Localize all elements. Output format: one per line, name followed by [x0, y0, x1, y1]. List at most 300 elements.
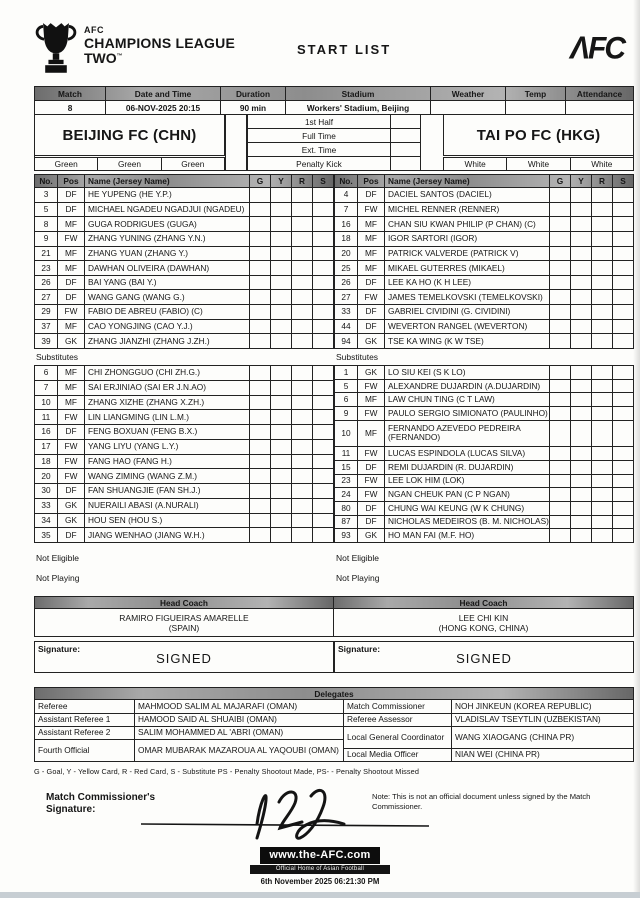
col-yellow: Y — [270, 175, 291, 187]
player-position: MF — [357, 393, 384, 406]
player-row — [35, 439, 333, 454]
player-position: DF — [57, 484, 84, 498]
yellow-card-cell — [570, 380, 591, 393]
yellow-card-cell — [570, 261, 591, 275]
player-name: CAO YONGJING (CAO Y.J.) — [84, 320, 249, 334]
player-number: 4 — [343, 189, 349, 200]
goal-cell — [549, 188, 570, 202]
yellow-card-cell — [270, 320, 291, 334]
home-players-header — [34, 174, 334, 188]
red-card-cell — [591, 203, 612, 217]
goal-cell — [249, 396, 270, 410]
goal-cell — [549, 447, 570, 460]
match-periods-table — [247, 115, 421, 170]
away-head-coach — [334, 609, 634, 637]
col-header-stadium: Stadium — [285, 87, 430, 100]
player-name: FENG BOXUAN (FENG B.X.) — [84, 425, 249, 439]
player-position: FW — [57, 469, 84, 483]
red-card-cell — [291, 484, 312, 498]
delegate-role: Referee — [35, 700, 135, 713]
competition-logo — [34, 22, 235, 76]
away-starters-table — [334, 188, 634, 349]
goal-cell — [249, 514, 270, 528]
player-position: DF — [357, 502, 384, 515]
red-card-cell — [291, 366, 312, 380]
delegate-row — [35, 713, 343, 726]
player-number: 37 — [41, 321, 51, 332]
player-number: 27 — [341, 291, 351, 302]
yellow-card-cell — [270, 499, 291, 513]
substitute-cell — [312, 499, 333, 513]
away-color-shirt: White — [443, 157, 507, 171]
player-number: 5 — [43, 203, 49, 214]
player-row — [35, 527, 333, 542]
player-row — [335, 406, 633, 420]
player-number: 7 — [343, 203, 349, 214]
player-name: FAN SHUANGJIE (FAN SH.J.) — [84, 484, 249, 498]
red-card-cell — [291, 203, 312, 217]
player-name: FANG HAO (FANG H.) — [84, 455, 249, 469]
player-number: 87 — [341, 516, 351, 527]
player-row — [35, 231, 333, 246]
home-color-shorts: Green — [98, 157, 161, 171]
player-name: CHUNG WAI KEUNG (W K CHUNG) — [384, 502, 549, 515]
period-label: Full Time — [302, 130, 336, 141]
goal-cell — [549, 217, 570, 231]
home-substitutes-table — [34, 365, 334, 543]
player-position: MF — [357, 232, 384, 246]
red-card-cell — [291, 528, 312, 542]
player-row — [335, 528, 633, 542]
period-score-cell — [390, 115, 420, 128]
player-name: CHAN SIU KWAN PHILIP (P CHAN) (C) — [384, 217, 549, 231]
player-position: FW — [357, 290, 384, 304]
player-name: LEE KA HO (K H LEE) — [384, 276, 549, 290]
substitute-cell — [312, 232, 333, 246]
substitute-cell — [312, 366, 333, 380]
player-name: FABIO DE ABREU (FABIO) (C) — [84, 305, 249, 319]
player-name: NUERAILI ABASI (A.NURALI) — [84, 499, 249, 513]
delegate-name: OMAR MUBARAK MAZAROUA AL YAQOUBI (OMAN) — [138, 744, 339, 755]
player-name: WANG GANG (WANG G.) — [84, 290, 249, 304]
player-position: MF — [57, 381, 84, 395]
player-row — [335, 216, 633, 231]
player-number: 29 — [41, 306, 51, 317]
player-position: FW — [357, 407, 384, 420]
col-header-attendance: Attendance — [565, 87, 633, 100]
player-position: GK — [357, 529, 384, 542]
player-row — [35, 454, 333, 469]
player-number: 11 — [41, 411, 51, 422]
red-card-cell — [591, 393, 612, 406]
substitute-cell — [612, 502, 633, 515]
player-name: LUCAS ESPINDOLA (LUCAS SILVA) — [384, 447, 549, 460]
player-name: ZHANG XIZHE (ZHANG X.ZH.) — [84, 396, 249, 410]
player-number: 8 — [43, 218, 49, 229]
player-row — [335, 289, 633, 304]
goal-cell — [249, 528, 270, 542]
col-header-date-time: Date and Time — [105, 87, 220, 100]
home-coach-name: RAMIRO FIGUEIRAS AMARELLE — [119, 612, 249, 623]
red-card-cell — [291, 455, 312, 469]
player-position: FW — [57, 410, 84, 424]
goal-cell — [249, 469, 270, 483]
goal-cell — [549, 334, 570, 348]
yellow-card-cell — [270, 217, 291, 231]
home-coach-country: (SPAIN) — [168, 622, 200, 633]
period-label: Ext. Time — [301, 144, 337, 155]
player-number: 25 — [341, 262, 351, 273]
delegate-row — [35, 739, 343, 761]
yellow-card-cell — [270, 455, 291, 469]
player-row — [335, 420, 633, 446]
legend-text: G - Goal, Y - Yellow Card, R - Red Card, S - Substitute PS - Penalty Shootout Made, PS- - Penalty Shootout Missed — [34, 767, 419, 776]
red-card-cell — [291, 396, 312, 410]
player-position: FW — [57, 455, 84, 469]
yellow-card-cell — [570, 447, 591, 460]
away-players-column — [334, 174, 634, 583]
player-name: HO MAN FAI (M.F. HO) — [384, 529, 549, 542]
player-number: 80 — [341, 502, 351, 513]
player-number: 20 — [341, 247, 351, 258]
goal-cell — [549, 290, 570, 304]
red-card-cell — [291, 440, 312, 454]
substitute-cell — [312, 188, 333, 202]
player-position: FW — [357, 380, 384, 393]
player-row — [35, 188, 333, 202]
player-name: JIANG WENHAO (JIANG W.H.) — [84, 528, 249, 542]
period-score-cell — [390, 129, 420, 142]
substitute-cell — [312, 247, 333, 261]
player-number: 17 — [41, 441, 51, 452]
delegates-table-right — [344, 700, 634, 762]
red-card-cell — [591, 247, 612, 261]
home-head-coach-header: Head Coach — [34, 596, 334, 609]
player-row — [335, 487, 633, 501]
yellow-card-cell — [270, 247, 291, 261]
substitute-cell — [612, 217, 633, 231]
player-row — [35, 483, 333, 498]
col-header-duration: Duration — [220, 87, 285, 100]
print-timestamp: 6th November 2025 06:21:30 PM — [260, 877, 380, 886]
yellow-card-cell — [270, 396, 291, 410]
player-row — [335, 515, 633, 529]
red-card-cell — [591, 320, 612, 334]
goal-cell — [549, 366, 570, 379]
player-number: 20 — [41, 470, 51, 481]
substitute-cell — [312, 425, 333, 439]
substitute-cell — [612, 261, 633, 275]
player-name: SAI ERJINIAO (SAI ER J.N.AO) — [84, 381, 249, 395]
player-number: 30 — [41, 485, 51, 496]
player-row — [35, 275, 333, 290]
trophy-icon — [34, 22, 78, 76]
player-name: GABRIEL CIVIDINI (G. CIVIDINI) — [384, 305, 549, 319]
col-header-weather: Weather — [430, 87, 505, 100]
away-substitutes-label: Substitutes — [336, 352, 379, 362]
delegate-name: MAHMOOD SALIM AL MAJARAFI (OMAN) — [138, 700, 298, 711]
substitute-cell — [312, 203, 333, 217]
away-head-coach-header: Head Coach — [334, 596, 634, 609]
match-info-header-row — [35, 87, 633, 100]
player-name: PATRICK VALVERDE (PATRICK V) — [384, 247, 549, 261]
col-yellow: Y — [570, 175, 591, 187]
player-number: 44 — [341, 321, 351, 332]
player-row — [335, 202, 633, 217]
goal-cell — [549, 203, 570, 217]
yellow-card-cell — [270, 203, 291, 217]
delegate-role: Assistant Referee 1 — [35, 714, 135, 726]
player-name: MICHEL RENNER (RENNER) — [384, 203, 549, 217]
delegates-table-left — [34, 700, 344, 762]
col-no: No. — [339, 175, 353, 186]
player-row — [35, 468, 333, 483]
substitute-cell — [312, 514, 333, 528]
delegate-row — [344, 726, 633, 748]
red-card-cell — [591, 475, 612, 488]
substitute-cell — [612, 529, 633, 542]
away-team-panel — [443, 115, 633, 170]
player-row — [335, 392, 633, 406]
yellow-card-cell — [270, 425, 291, 439]
player-position: MF — [57, 217, 84, 231]
player-number: 10 — [41, 396, 51, 407]
delegate-name: WANG XIAOGANG (CHINA PR) — [455, 731, 575, 742]
red-card-cell — [591, 488, 612, 501]
player-position: DF — [357, 188, 384, 202]
red-card-cell — [291, 381, 312, 395]
yellow-card-cell — [570, 393, 591, 406]
player-row — [35, 304, 333, 319]
yellow-card-cell — [570, 320, 591, 334]
substitute-cell — [312, 290, 333, 304]
substitute-cell — [612, 475, 633, 488]
substitute-cell — [312, 381, 333, 395]
competition-name-two: TWO™ — [84, 50, 123, 66]
red-card-cell — [291, 261, 312, 275]
player-name: LEE LOK HIM (LOK) — [384, 475, 549, 488]
yellow-card-cell — [270, 484, 291, 498]
signatures-section — [34, 641, 634, 673]
substitute-cell — [612, 188, 633, 202]
player-row — [335, 379, 633, 393]
teams-panel — [34, 115, 634, 171]
yellow-card-cell — [570, 529, 591, 542]
substitute-cell — [612, 320, 633, 334]
red-card-cell — [291, 514, 312, 528]
col-pos: Pos — [357, 175, 384, 187]
yellow-card-cell — [570, 502, 591, 515]
afc-logo: ΛFC — [570, 31, 624, 66]
player-number: 27 — [41, 291, 51, 302]
player-row — [335, 304, 633, 319]
player-position: MF — [57, 320, 84, 334]
player-name: NGAN CHEUK PAN (C P NGAN) — [384, 488, 549, 501]
substitute-cell — [312, 484, 333, 498]
red-card-cell — [291, 425, 312, 439]
goal-cell — [249, 425, 270, 439]
player-position: FW — [357, 488, 384, 501]
document-header — [34, 22, 634, 76]
player-name: WEVERTON RANGEL (WEVERTON) — [384, 320, 549, 334]
away-coach-country: (HONG KONG, CHINA) — [438, 622, 529, 633]
goal-cell — [249, 440, 270, 454]
player-row — [35, 366, 333, 380]
red-card-cell — [591, 232, 612, 246]
player-position: MF — [57, 261, 84, 275]
away-signature-box — [334, 641, 634, 673]
player-name: HOU SEN (HOU S.) — [84, 514, 249, 528]
player-position: MF — [357, 261, 384, 275]
substitute-cell — [612, 393, 633, 406]
goal-cell — [249, 290, 270, 304]
player-row — [335, 333, 633, 348]
yellow-card-cell — [270, 381, 291, 395]
goal-cell — [249, 410, 270, 424]
goal-cell — [249, 305, 270, 319]
substitute-cell — [312, 469, 333, 483]
period-label: 1st Half — [304, 116, 334, 127]
player-number: 21 — [41, 247, 51, 258]
player-number: 5 — [343, 380, 349, 391]
player-name: YANG LIYU (YANG L.Y.) — [84, 440, 249, 454]
period-row — [248, 157, 420, 170]
red-card-cell — [591, 305, 612, 319]
red-card-cell — [291, 217, 312, 231]
competition-name-league: CHAMPIONS LEAGUE — [84, 35, 235, 51]
substitute-cell — [612, 366, 633, 379]
substitute-cell — [312, 455, 333, 469]
player-name: ALEXANDRE DUJARDIN (A.DUJARDIN) — [384, 380, 549, 393]
goal-cell — [249, 484, 270, 498]
delegate-role: Match Commissioner — [344, 700, 452, 713]
substitute-cell — [612, 276, 633, 290]
player-position: DF — [57, 188, 84, 202]
home-signature-box — [34, 641, 334, 673]
yellow-card-cell — [570, 305, 591, 319]
player-number: 15 — [341, 461, 351, 472]
player-number: 34 — [41, 514, 51, 525]
home-signature-label: Signature: — [38, 644, 81, 654]
head-coach-section — [34, 596, 634, 637]
home-signature-value: SIGNED — [156, 651, 212, 666]
yellow-card-cell — [570, 421, 591, 446]
substitute-cell — [312, 440, 333, 454]
red-card-cell — [591, 276, 612, 290]
red-card-cell — [591, 217, 612, 231]
home-team-colors — [34, 157, 225, 171]
yellow-card-cell — [270, 366, 291, 380]
spacer-cell-left — [225, 114, 247, 171]
away-color-shorts: White — [507, 157, 570, 171]
player-position: FW — [57, 232, 84, 246]
period-row — [248, 129, 420, 143]
goal-cell — [549, 529, 570, 542]
goal-cell — [249, 247, 270, 261]
red-card-cell — [591, 334, 612, 348]
goal-cell — [249, 455, 270, 469]
player-name: JAMES TEMELKOVSKI (TEMELKOVSKI) — [384, 290, 549, 304]
player-row — [35, 424, 333, 439]
yellow-card-cell — [570, 217, 591, 231]
delegates-header: Delegates — [34, 687, 634, 700]
player-position: DF — [357, 516, 384, 529]
goal-cell — [549, 407, 570, 420]
home-team-name: BEIJING FC (CHN) — [34, 114, 225, 156]
player-row — [35, 216, 333, 231]
goal-cell — [249, 320, 270, 334]
player-row — [335, 188, 633, 202]
player-position: MF — [57, 396, 84, 410]
delegate-role: Fourth Official — [35, 740, 135, 761]
goal-cell — [549, 320, 570, 334]
player-number: 6 — [43, 367, 49, 378]
player-number: 23 — [341, 475, 351, 486]
match-info-values-row — [35, 100, 633, 114]
player-position: DF — [57, 425, 84, 439]
red-card-cell — [291, 290, 312, 304]
substitute-cell — [312, 528, 333, 542]
col-pos: Pos — [57, 175, 84, 187]
delegate-row — [35, 700, 343, 713]
substitute-cell — [612, 488, 633, 501]
player-position: DF — [57, 203, 84, 217]
player-position: DF — [357, 320, 384, 334]
player-number: 26 — [41, 277, 51, 288]
player-row — [335, 446, 633, 460]
player-position: MF — [357, 247, 384, 261]
red-card-cell — [591, 421, 612, 446]
yellow-card-cell — [270, 305, 291, 319]
goal-cell — [549, 261, 570, 275]
player-position: GK — [357, 366, 384, 379]
player-name: LO SIU KEI (S K LO) — [384, 366, 549, 379]
player-number: 93 — [341, 530, 351, 541]
substitute-cell — [612, 203, 633, 217]
player-number: 39 — [41, 335, 51, 346]
yellow-card-cell — [570, 203, 591, 217]
player-row — [335, 231, 633, 246]
yellow-card-cell — [570, 488, 591, 501]
substitute-cell — [612, 421, 633, 446]
red-card-cell — [291, 334, 312, 348]
player-name: TSE KA WING (K W TSE) — [384, 334, 549, 348]
period-score-cell — [390, 143, 420, 156]
home-players-column — [34, 174, 334, 583]
red-card-cell — [591, 261, 612, 275]
home-starters-table — [34, 188, 334, 349]
player-name: NICHOLAS MEDEIROS (B. M. NICHOLAS) — [384, 516, 549, 529]
player-name: REMI DUJARDIN (R. DUJARDIN) — [384, 461, 549, 474]
yellow-card-cell — [570, 290, 591, 304]
goal-cell — [549, 421, 570, 446]
home-head-coach — [34, 609, 334, 637]
player-number: 16 — [341, 218, 351, 229]
away-coach-name: LEE CHI KIN — [458, 612, 509, 623]
home-color-shirt: Green — [34, 157, 98, 171]
goal-cell — [249, 232, 270, 246]
away-coach-panel — [334, 596, 634, 637]
player-name: LAW CHUN TING (C T LAW) — [384, 393, 549, 406]
substitute-cell — [312, 276, 333, 290]
delegate-role: Assistant Referee 2 — [35, 727, 135, 739]
player-position: DF — [57, 528, 84, 542]
substitute-cell — [312, 334, 333, 348]
red-card-cell — [291, 320, 312, 334]
substitute-cell — [612, 380, 633, 393]
player-row — [35, 395, 333, 410]
player-number: 26 — [341, 277, 351, 288]
